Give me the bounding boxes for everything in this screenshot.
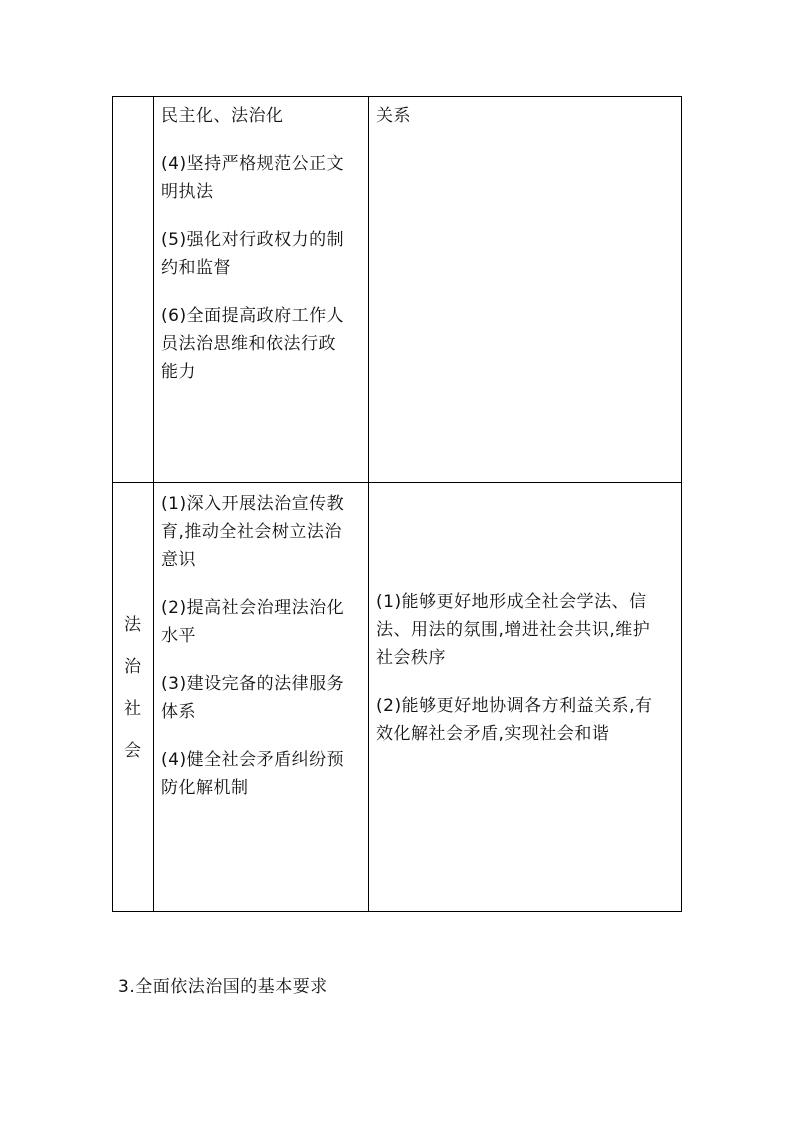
category-char: 治 bbox=[124, 657, 141, 677]
row1-significance-cell bbox=[376, 102, 676, 130]
significance-line: 法、用法的氛围,增进社会共识,维护 bbox=[376, 620, 651, 640]
measure-line: (1)深入开展法治宣传教 bbox=[161, 494, 345, 514]
section-heading: 3.全面依法治国的基本要求 bbox=[118, 977, 328, 997]
significance-line: 效化解社会矛盾,实现社会和谐 bbox=[376, 724, 610, 744]
measure-line: 意识 bbox=[161, 550, 196, 570]
row2-significance-cell bbox=[376, 588, 678, 748]
row1-measures-cell bbox=[161, 102, 366, 386]
measure-line: (5)强化对行政权力的制 bbox=[161, 230, 345, 250]
measure-line: (3)建设完备的法律服务 bbox=[161, 674, 345, 694]
measure-line: 防化解机制 bbox=[161, 778, 249, 798]
measure-line: 明执法 bbox=[161, 182, 214, 202]
measure-line: 约和监督 bbox=[161, 258, 231, 278]
column-divider-2 bbox=[368, 96, 369, 912]
significance-line: (1)能够更好地形成全社会学法、信 bbox=[376, 592, 647, 612]
category-char: 社 bbox=[124, 699, 141, 719]
measure-line: 能力 bbox=[161, 362, 196, 382]
category-char: 会 bbox=[124, 741, 141, 761]
table-border-right bbox=[681, 96, 682, 912]
category-label bbox=[112, 604, 153, 772]
measure-line: 员法治思维和依法行政 bbox=[161, 334, 336, 354]
category-char: 法 bbox=[124, 615, 141, 635]
measure-line: 体系 bbox=[161, 702, 196, 722]
significance-line: 社会秩序 bbox=[376, 648, 446, 668]
measure-line: 水平 bbox=[161, 626, 196, 646]
measure-line: (4)坚持严格规范公正文 bbox=[161, 154, 345, 174]
measure-line: (2)提高社会治理法治化 bbox=[161, 598, 345, 618]
table-border-top bbox=[112, 96, 682, 97]
row-divider bbox=[112, 482, 682, 483]
significance-line: 关系 bbox=[376, 106, 411, 126]
measure-line: (4)健全社会矛盾纠纷预 bbox=[161, 750, 345, 770]
table-border-bottom bbox=[112, 911, 682, 912]
significance-line: (2)能够更好地协调各方利益关系,有 bbox=[376, 696, 653, 716]
content-table bbox=[112, 96, 682, 912]
row2-measures-cell bbox=[161, 490, 366, 802]
column-divider-1 bbox=[153, 96, 154, 912]
measure-line: (6)全面提高政府工作人 bbox=[161, 306, 345, 326]
measure-line: 民主化、法治化 bbox=[161, 106, 284, 126]
measure-line: 育,推动全社会树立法治 bbox=[161, 522, 342, 542]
table-border-left bbox=[112, 96, 113, 912]
